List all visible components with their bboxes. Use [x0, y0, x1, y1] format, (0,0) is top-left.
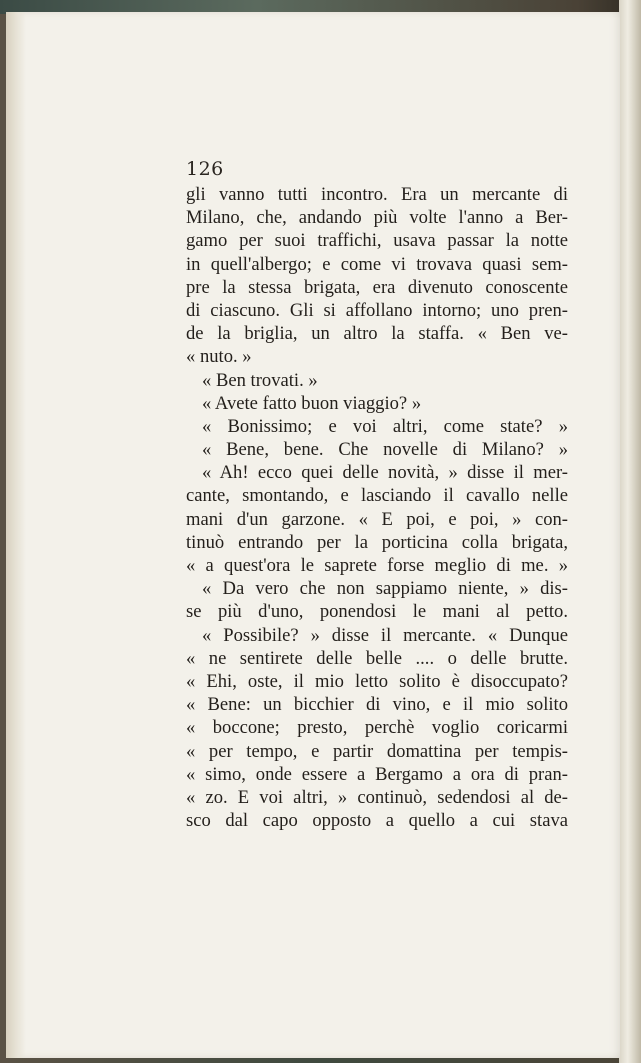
text-line: mani d'un garzone. « E poi, e poi, » con- [186, 508, 568, 530]
text-line: Milano, che, andando più volte l'anno a Ber- [186, 207, 568, 229]
text-line: cante, smontando, e lasciando il cavallo nelle [186, 485, 568, 507]
text-line: sco dal capo opposto a quello a cui stava [186, 810, 568, 832]
text-line: se più d'uno, ponendosi le mani al petto. [186, 601, 568, 623]
text-line: « Possibile? » disse il mercante. « Dunque [202, 624, 568, 646]
page-stack-edge [619, 0, 641, 1063]
text-line: in quell'albergo; e come vi trovava quasi sem- [186, 253, 568, 275]
text-line: di ciascuno. Gli si affollano intorno; uno pren- [186, 299, 568, 321]
text-line: « Avete fatto buon viaggio? » [202, 392, 422, 414]
text-line: « Ben trovati. » [202, 369, 318, 391]
text-line: « Da vero che non sappiamo niente, » dis- [202, 578, 568, 600]
text-line: « Bene, bene. Che novelle di Milano? » [202, 439, 568, 461]
text-line: « Bene: un bicchier di vino, e il mio solito [186, 694, 568, 716]
body-text [186, 183, 568, 832]
text-line: « ne sentirete delle belle .... o delle brutte. [186, 647, 568, 669]
text-line: « a quest'ora le saprete forse meglio di me. » [186, 555, 568, 576]
page-number: 126 [186, 158, 224, 180]
text-line: gli vanno tutti incontro. Era un mercante di [186, 184, 568, 205]
text-line: tinuò entrando per la porticina colla brigata, [186, 531, 568, 553]
binding-gutter [6, 12, 26, 1058]
text-line: « Bonissimo; e voi altri, come state? » [202, 415, 568, 437]
text-line: « zo. E voi altri, » continuò, sedendosi al de- [186, 786, 568, 808]
text-line: « nuto. » [186, 346, 252, 368]
text-line: pre la stessa brigata, era divenuto conoscente [186, 276, 568, 298]
text-line: « Ehi, oste, il mio letto solito è disoccupato? [186, 670, 568, 692]
text-line: de la briglia, un altro la staffa. « Ben ve- [186, 323, 568, 345]
text-line: « Ah! ecco quei delle novità, » disse il mer- [202, 462, 568, 484]
text-line: gamo per suoi traffichi, usava passar la notte [186, 230, 568, 252]
text-line: « boccone; presto, perchè voglio coricarmi [186, 717, 568, 739]
text-line: « simo, onde essere a Bergamo a ora di pran- [186, 763, 568, 785]
text-line: « per tempo, e partir domattina per tempis- [186, 740, 568, 762]
